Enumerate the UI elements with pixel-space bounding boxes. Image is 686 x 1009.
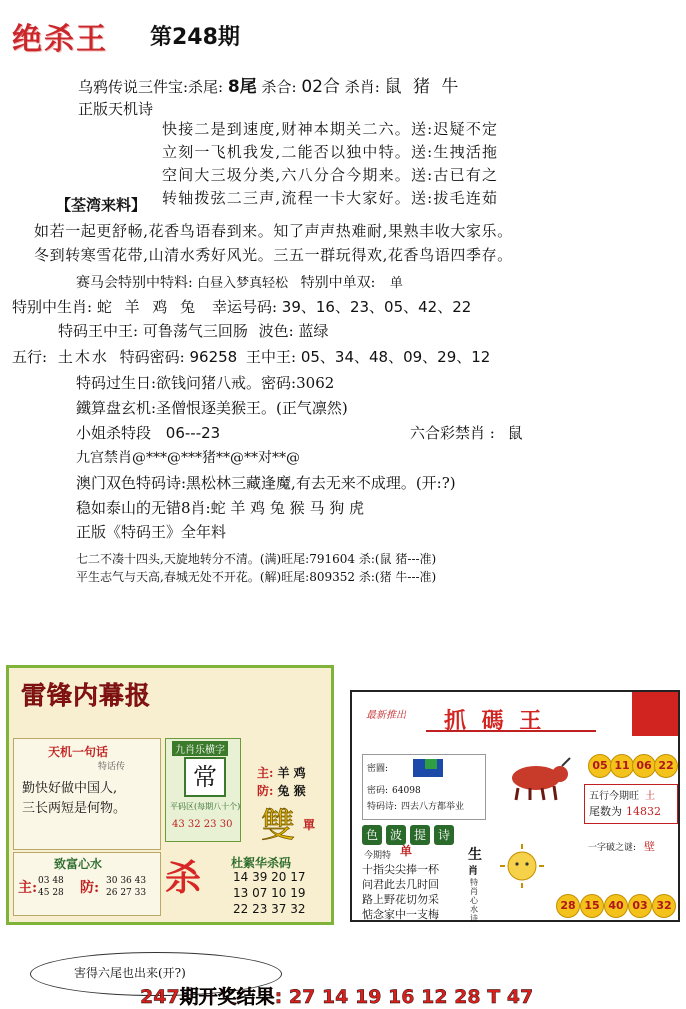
tianji-box (13, 738, 161, 850)
zhifu-fang-label: 防: (80, 880, 100, 896)
ball: 05 (588, 754, 612, 778)
zodiac-label: 特别中生肖: (12, 298, 93, 316)
zhu-line: 主: 羊 鸡 (257, 766, 306, 780)
sha-char: 杀 (165, 857, 202, 899)
period-label: 今期特 (364, 851, 392, 861)
tianji-sub: 特话传 (98, 762, 126, 772)
miss-value: 06---23 (165, 424, 221, 442)
wave-value: 蓝绿 (298, 322, 329, 340)
xiao-char: 肖 (468, 866, 478, 877)
poem-title: 正版天机诗 (78, 100, 154, 118)
dan-char: 單 (303, 818, 316, 832)
poem-line: 立刻一飞机我发,二能否以独中特。送:生拽活拖 (162, 143, 499, 161)
small-line: 七二不凑十四头,天旋地转分不清。(满)旺尾:791604 杀:(鼠 猪---准) (76, 552, 437, 566)
horse-label: 赛马会特别中特料: (76, 275, 193, 291)
sheng-char: 生 (468, 847, 482, 863)
pwd-label: 密圖: (367, 764, 389, 774)
secret-value: 96258 (189, 348, 238, 366)
poem-code-line: 特码诗: 四去八方都举业 (367, 802, 465, 812)
zhifu-zhu-label: 主: (18, 880, 38, 896)
horse-value: 白昼入梦真轻松 (197, 276, 289, 291)
kill-he: 02合 (301, 77, 340, 97)
center-title: 九肖乐横字 (172, 741, 228, 756)
abacus-line: 鐵算盘玄机:圣僧恨逐美猴王。(正气凛然) (76, 399, 348, 417)
tezhao-line: 惦念家中一支梅 (362, 908, 439, 921)
side-text: 特肖心水诗 (470, 878, 478, 923)
wuxing-box (584, 784, 678, 824)
source-label: 【荃湾来料】 (56, 196, 147, 214)
center-char: 常 (184, 757, 226, 797)
kill-zodiac: 鼠 猪 牛 (384, 77, 462, 97)
verse-line: 如若一起更舒畅,花香鸟语春到来。知了声声热难耐,果熟丰收大家乐。 (34, 222, 513, 240)
lucky-label: 幸运号码: (211, 298, 277, 316)
verse-line: 冬到转寒雪花带,山清水秀好风光。三五一群玩得欢,花香鸟语四季存。 (34, 246, 513, 264)
info-box (362, 754, 486, 820)
leifeng-title: 雷锋内幕报 (21, 681, 152, 710)
kill-he-label: 杀合: (261, 78, 297, 96)
page-title: 绝杀王 (12, 22, 108, 57)
miss-line (76, 422, 220, 443)
six-label: 六合彩禁肖 : (410, 424, 495, 442)
steady-line: 稳如泰山的无错8肖:蛇 羊 鸡 兔 猴 马 狗 虎 (76, 499, 364, 517)
tianji-line: 三长两短是何物。 (22, 801, 127, 816)
center-label: 平码区(每期八十个) (170, 802, 241, 811)
kill-tail: 8尾 (227, 77, 257, 97)
wzw-label: 王中王: (245, 348, 297, 366)
crow-label: 乌鸦传说三件宝:杀尾: (78, 78, 224, 96)
tianji-title: 天机一句话 (48, 745, 109, 759)
code-line: 密码: 64098 (367, 786, 421, 796)
fullyear-line: 正版《特码王》全年料 (76, 523, 227, 541)
new-tag: 最新推出 (366, 710, 406, 721)
birthday-line: 特码过生日:欲钱问猪八戒。密码:3062 (76, 374, 335, 392)
bubble-text: 害得六尾也出来(开?) (74, 966, 186, 980)
shuang-char: 雙 (261, 806, 295, 846)
wx-line: 五行今期旺 土 (589, 791, 655, 802)
poem-line: 空间大三圾分类,六八分合今期来。送:古已有之 (162, 166, 499, 184)
kill-title: 杜絮华杀码 (231, 856, 292, 870)
ball: 40 (604, 894, 628, 918)
tezhao-line: 路上野花切勿采 (362, 893, 439, 906)
king-value: 可鲁荡气三回肠 (142, 322, 248, 340)
kill-zodiac-label: 杀肖: (344, 78, 380, 96)
tag: 色 (362, 825, 382, 845)
center-box (165, 738, 241, 842)
leifeng-panel (6, 665, 334, 925)
tail-line: 尾数为 14832 (589, 805, 661, 818)
ball: 06 (632, 754, 656, 778)
tag: 波 (386, 825, 406, 845)
tianji-line: 勤快好做中国人, (22, 781, 118, 796)
issue-number: 第248期 (150, 25, 240, 50)
poem-line: 快接二是到速度,财神本期关二六。送:迟疑不定 (162, 120, 499, 138)
wuxing-line (12, 346, 490, 367)
tezhao-line: 十指尖尖捧一杯 (362, 863, 439, 876)
wuxing-label: 五行: (12, 348, 48, 366)
horse-tip (76, 272, 403, 292)
special-odd-label: 特别中单双: (300, 275, 376, 291)
special-odd-value: 单 (389, 276, 403, 291)
zhifu-fang-nums: 30 36 43 26 27 33 (106, 876, 147, 898)
six-value: 鼠 (507, 424, 523, 442)
zhifu-zhu-nums: 03 48 45 28 (38, 876, 64, 898)
special-zodiac-line (12, 296, 471, 317)
wzw-value: 05、34、48、09、29、12 (300, 348, 491, 366)
corner-decor (632, 692, 678, 736)
six-line (410, 422, 523, 443)
sun-icon (492, 840, 552, 890)
fang-line: 防: 兔 猴 (257, 784, 306, 798)
ball: 15 (580, 894, 604, 918)
king-line (58, 320, 329, 341)
small-line: 平生志气与天高,春城无处不开花。(解)旺尾:809352 杀:(猪 牛---准) (76, 570, 437, 584)
zodiac-value: 蛇 羊 鸡 兔 (96, 298, 200, 316)
kill-row: 13 07 10 19 (233, 886, 306, 900)
ball: 22 (654, 754, 678, 778)
tezhao-line: 问君此去几时回 (362, 878, 439, 891)
draw-result: 247期开奖结果: 27 14 19 16 12 28 T 47 (140, 986, 534, 1008)
wuxing-value: 土木水 (57, 348, 109, 366)
kill-row: 14 39 20 17 (233, 870, 306, 884)
ox-icon (502, 754, 574, 802)
secret-label: 特码密码: (119, 348, 185, 366)
king-label: 特码王中王: (58, 322, 139, 340)
miss-label: 小姐杀特段 (76, 424, 152, 442)
tag: 提 (410, 825, 430, 845)
ball: 28 (556, 894, 580, 918)
lucky-value: 39、16、23、05、42、22 (281, 298, 472, 316)
poem-line: 转轴拨弦二三声,流程一卡大家好。送:拔毛连茹 (162, 189, 499, 207)
tag: 诗 (434, 825, 454, 845)
tezhao-poem (362, 862, 439, 922)
kill-row: 22 23 37 32 (233, 902, 306, 916)
pwd-image-green (425, 759, 437, 769)
zhuama-panel (350, 690, 680, 922)
period-value: 单 (400, 844, 413, 858)
yizi-line: 一字破之谜: 壁 (588, 840, 656, 853)
ball: 32 (652, 894, 676, 918)
crow-tips (78, 72, 461, 97)
center-nums: 43 32 23 30 (172, 819, 233, 830)
zhuama-title: 抓 碼 王 (444, 708, 546, 734)
zhifu-title: 致富心水 (54, 857, 103, 871)
wave-label: 波色: (258, 322, 294, 340)
ninepalace-line: 九宫禁肖@***@***猪**@**对**@ (76, 450, 300, 466)
ball: 11 (610, 754, 634, 778)
macau-line: 澳门双色特码诗:黑松林三藏逢魔,有去无来不成理。(开:?) (76, 474, 456, 492)
ball: 03 (628, 894, 652, 918)
zhifu-box (13, 852, 161, 916)
